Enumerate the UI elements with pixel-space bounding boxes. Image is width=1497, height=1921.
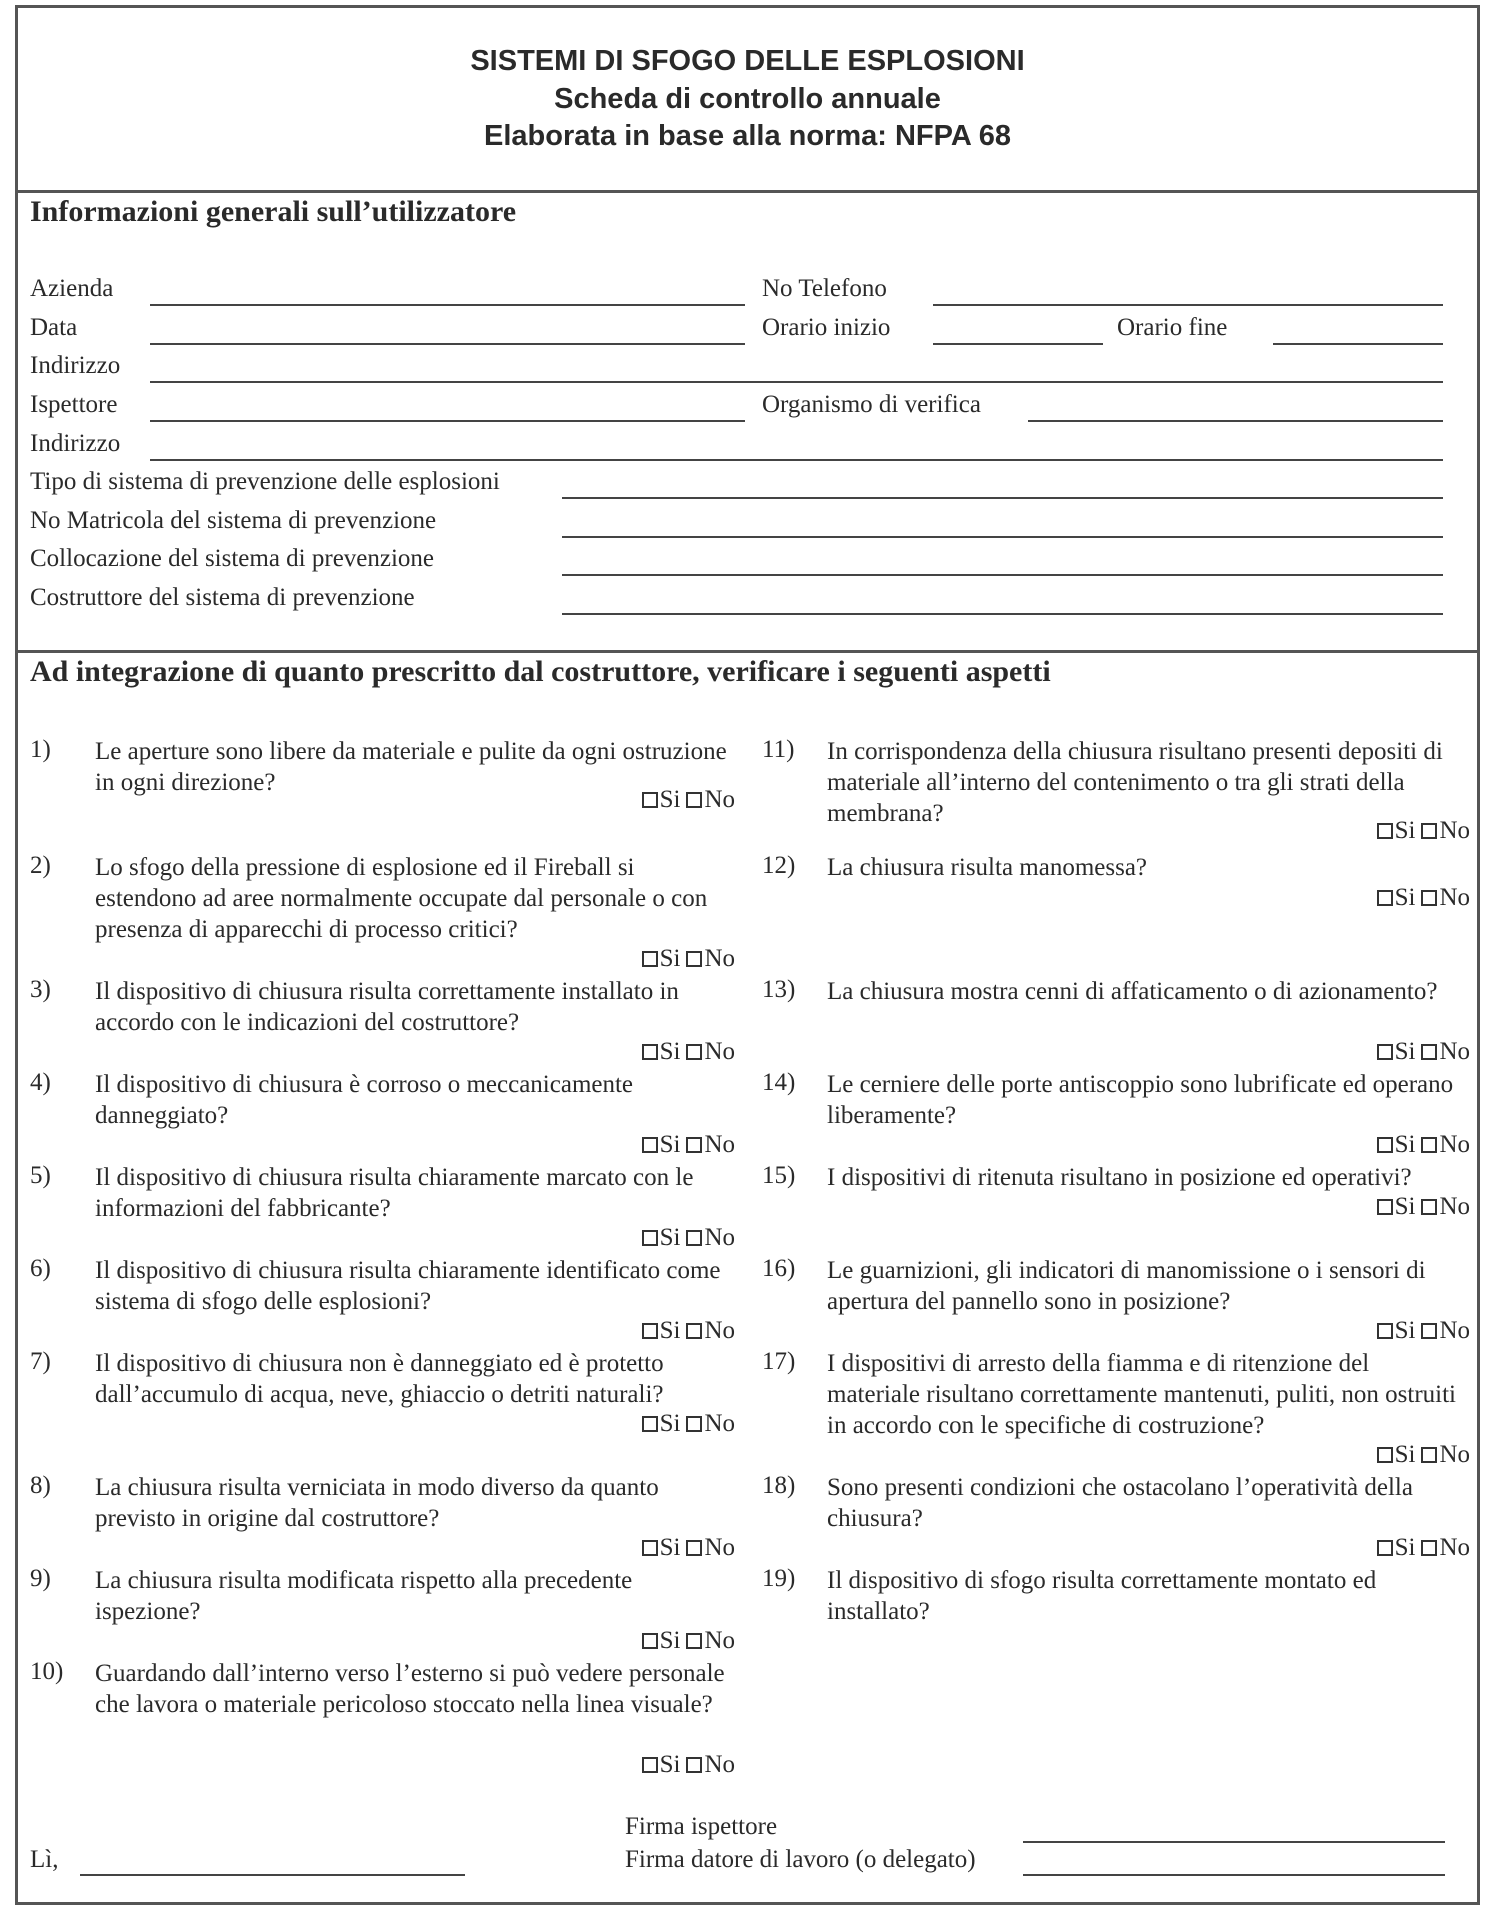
- yes-checkbox[interactable]: [1377, 1540, 1393, 1556]
- yes-label: Si: [659, 1627, 681, 1654]
- firma-datore-field[interactable]: [1023, 1874, 1445, 1876]
- no-checkbox[interactable]: [686, 1416, 702, 1432]
- no-checkbox[interactable]: [686, 1230, 702, 1246]
- yes-checkbox[interactable]: [642, 1137, 658, 1153]
- question-number: 16): [762, 1255, 796, 1282]
- no-label: No: [704, 1317, 735, 1344]
- no-checkbox[interactable]: [686, 951, 702, 967]
- answer-group: [1377, 1038, 1470, 1066]
- azienda-field[interactable]: [150, 304, 745, 306]
- yes-label: Si: [1394, 817, 1416, 844]
- yes-checkbox[interactable]: [642, 1540, 658, 1556]
- yes-label: Si: [1394, 1317, 1416, 1344]
- question-text: Le aperture sono libere da materiale e pulite da ogni ostruzione in ogni direzione?: [95, 738, 727, 796]
- no-checkbox[interactable]: [686, 1757, 702, 1773]
- answer-group: [1377, 884, 1470, 912]
- answer-group: [1377, 817, 1470, 845]
- no-checkbox[interactable]: [686, 1540, 702, 1556]
- indirizzo-ispettore-label: Indirizzo: [30, 430, 121, 457]
- answer-group: [1377, 1317, 1470, 1345]
- no-label: No: [1439, 817, 1470, 844]
- yes-checkbox[interactable]: [642, 1416, 658, 1432]
- collocazione-label: Collocazione del sistema di prevenzione: [30, 545, 435, 572]
- yes-checkbox[interactable]: [1377, 1199, 1393, 1215]
- question-text: La chiusura risulta verniciata in modo diverso da quanto previsto in origine dal costruttore?: [95, 1474, 659, 1532]
- orario-inizio-label: Orario inizio: [762, 314, 891, 341]
- yes-checkbox[interactable]: [642, 1757, 658, 1773]
- azienda-label: Azienda: [30, 275, 114, 302]
- answer-group: [642, 1627, 735, 1655]
- answer-group: [642, 1131, 735, 1159]
- question-text: Il dispositivo di sfogo risulta correttamente montato ed installato?: [827, 1567, 1377, 1625]
- no-label: No: [1439, 1038, 1470, 1065]
- question-text: Lo sfogo della pressione di esplosione ed il Fireball si estendono ad aree normalmente occupate dal personale o con presenza di apparecchi di processo critici?: [95, 854, 708, 943]
- form-header: [15, 5, 1480, 193]
- yes-label: Si: [1394, 1131, 1416, 1158]
- indirizzo-ispettore-field[interactable]: [150, 459, 1443, 461]
- answer-group: [642, 1410, 735, 1438]
- section-divider: [15, 650, 1480, 653]
- yes-checkbox[interactable]: [1377, 1044, 1393, 1060]
- question-number: 14): [762, 1069, 796, 1096]
- no-checkbox[interactable]: [686, 1633, 702, 1649]
- yes-checkbox[interactable]: [1377, 890, 1393, 906]
- ispettore-field[interactable]: [150, 420, 745, 422]
- tipo-field[interactable]: [562, 497, 1443, 499]
- yes-label: Si: [659, 1317, 681, 1344]
- answer-group: [1377, 1131, 1470, 1159]
- answer-group: [642, 945, 735, 973]
- yes-checkbox[interactable]: [642, 1323, 658, 1339]
- answer-group: [642, 1751, 735, 1779]
- yes-label: Si: [659, 786, 681, 813]
- indirizzo-field[interactable]: [150, 381, 1443, 383]
- no-checkbox[interactable]: [686, 1044, 702, 1060]
- question-text: La chiusura risulta modificata rispetto alla precedente ispezione?: [95, 1567, 633, 1625]
- form-title: SISTEMI DI SFOGO DELLE ESPLOSIONI: [470, 45, 1025, 77]
- yes-label: Si: [659, 1410, 681, 1437]
- no-label: No: [1439, 1441, 1470, 1468]
- question-number: 4): [30, 1069, 51, 1096]
- no-label: No: [704, 1751, 735, 1778]
- orario-fine-label: Orario fine: [1117, 314, 1228, 341]
- answer-group: [642, 786, 735, 814]
- yes-checkbox[interactable]: [1377, 823, 1393, 839]
- organismo-field[interactable]: [1028, 420, 1443, 422]
- answer-group: [642, 1317, 735, 1345]
- no-checkbox[interactable]: [1421, 823, 1437, 839]
- yes-label: Si: [659, 1131, 681, 1158]
- question-number: 11): [762, 736, 795, 763]
- no-checkbox[interactable]: [1421, 1447, 1437, 1463]
- yes-label: Si: [659, 945, 681, 972]
- question-text: Il dispositivo di chiusura risulta correttamente installato in accordo con le indicazioni del costruttore?: [95, 978, 679, 1036]
- answer-group: [642, 1534, 735, 1562]
- checks-section-title: Ad integrazione di quanto prescritto dal costruttore, verificare i seguenti aspetti: [30, 655, 1051, 688]
- no-checkbox[interactable]: [1421, 1137, 1437, 1153]
- no-label: No: [704, 1534, 735, 1561]
- question-number: 7): [30, 1348, 51, 1375]
- question-text: La chiusura mostra cenni di affaticamento o di azionamento?: [827, 978, 1438, 1005]
- no-checkbox[interactable]: [686, 1323, 702, 1339]
- no-checkbox[interactable]: [1421, 890, 1437, 906]
- no-checkbox[interactable]: [1421, 1199, 1437, 1215]
- yes-checkbox[interactable]: [642, 1044, 658, 1060]
- yes-checkbox[interactable]: [642, 1230, 658, 1246]
- yes-label: Si: [1394, 1534, 1416, 1561]
- yes-checkbox[interactable]: [1377, 1447, 1393, 1463]
- answer-group: [1377, 1193, 1470, 1221]
- question-number: 8): [30, 1472, 51, 1499]
- no-label: No: [1439, 1317, 1470, 1344]
- question-number: 15): [762, 1162, 796, 1189]
- question-text: Guardando dall’interno verso l’esterno si può vedere personale che lavora o materiale pericoloso stoccato nella linea visuale?: [95, 1660, 725, 1718]
- no-label: No: [1439, 884, 1470, 911]
- question-text: Sono presenti condizioni che ostacolano l’operatività della chiusura?: [827, 1474, 1413, 1532]
- question-number: 18): [762, 1472, 796, 1499]
- orario-fine-field[interactable]: [1273, 343, 1443, 345]
- question-text: Le cerniere delle porte antiscoppio sono lubrificate ed operano liberamente?: [827, 1071, 1454, 1129]
- general-section-title: Informazioni generali sull’utilizzatore: [30, 195, 517, 228]
- no-checkbox[interactable]: [686, 792, 702, 808]
- yes-checkbox[interactable]: [642, 1633, 658, 1649]
- question-number: 17): [762, 1348, 796, 1375]
- question-text: Il dispositivo di chiusura risulta chiaramente marcato con le informazioni del fabbricante?: [95, 1164, 694, 1222]
- yes-label: Si: [1394, 884, 1416, 911]
- yes-label: Si: [659, 1224, 681, 1251]
- no-label: No: [704, 786, 735, 813]
- organismo-label: Organismo di verifica: [762, 391, 981, 418]
- form-subtitle: Scheda di controllo annuale: [554, 83, 941, 115]
- collocazione-field[interactable]: [562, 574, 1443, 576]
- question-text: Il dispositivo di chiusura non è danneggiato ed è protetto dall’accumulo di acqua, neve, ghiaccio o detriti naturali?: [95, 1350, 664, 1408]
- yes-checkbox[interactable]: [642, 792, 658, 808]
- no-label: No: [704, 1410, 735, 1437]
- question-number: 12): [762, 852, 796, 879]
- tipo-label: Tipo di sistema di prevenzione delle esplosioni: [30, 468, 500, 495]
- data-field[interactable]: [150, 343, 745, 345]
- question-number: 6): [30, 1255, 51, 1282]
- no-checkbox[interactable]: [686, 1137, 702, 1153]
- costruttore-label: Costruttore del sistema di prevenzione: [30, 584, 415, 611]
- firma-datore-label: Firma datore di lavoro (o delegato): [625, 1846, 976, 1873]
- no-checkbox[interactable]: [1421, 1323, 1437, 1339]
- telefono-field[interactable]: [933, 304, 1443, 306]
- indirizzo-label: Indirizzo: [30, 352, 121, 379]
- firma-ispettore-label: Firma ispettore: [625, 1813, 778, 1840]
- question-number: 9): [30, 1565, 51, 1592]
- yes-label: Si: [1394, 1441, 1416, 1468]
- no-checkbox[interactable]: [1421, 1044, 1437, 1060]
- no-checkbox[interactable]: [1421, 1540, 1437, 1556]
- yes-label: Si: [659, 1038, 681, 1065]
- answer-group: [1377, 1534, 1470, 1562]
- question-text: I dispositivi di ritenuta risultano in posizione ed operativi?: [827, 1164, 1412, 1191]
- answer-group: [1377, 1441, 1470, 1469]
- no-label: No: [1439, 1193, 1470, 1220]
- question-text: I dispositivi di arresto della fiamma e di ritenzione del materiale risultano correttamente mantenuti, puliti, non ostruiti in accordo con le specifiche di costruzione?: [827, 1350, 1456, 1439]
- yes-checkbox[interactable]: [1377, 1137, 1393, 1153]
- telefono-label: No Telefono: [762, 275, 887, 302]
- question-number: 13): [762, 976, 796, 1003]
- no-label: No: [704, 1224, 735, 1251]
- data-label: Data: [30, 314, 78, 341]
- no-label: No: [1439, 1131, 1470, 1158]
- li-field[interactable]: [80, 1874, 465, 1876]
- question-number: 10): [30, 1658, 64, 1685]
- question-text: In corrispondenza della chiusura risultano presenti depositi di materiale all’interno del contenimento o tra gli strati della membrana?: [827, 738, 1443, 827]
- question-text: Il dispositivo di chiusura è corroso o meccanicamente danneggiato?: [95, 1071, 634, 1129]
- question-text: Il dispositivo di chiusura risulta chiaramente identificato come sistema di sfogo delle esplosioni?: [95, 1257, 721, 1315]
- no-label: No: [1439, 1534, 1470, 1561]
- no-label: No: [704, 1131, 735, 1158]
- form-norm: Elaborata in base alla norma: NFPA 68: [484, 120, 1011, 152]
- yes-label: Si: [1394, 1038, 1416, 1065]
- no-label: No: [704, 1627, 735, 1654]
- answer-group: [642, 1224, 735, 1252]
- question-number: 1): [30, 736, 51, 763]
- question-number: 5): [30, 1162, 51, 1189]
- yes-checkbox[interactable]: [1377, 1323, 1393, 1339]
- question-text: La chiusura risulta manomessa?: [827, 854, 1148, 881]
- yes-label: Si: [1394, 1193, 1416, 1220]
- question-text: Le guarnizioni, gli indicatori di manomissione o i sensori di apertura del pannello sono in posizione?: [827, 1257, 1426, 1315]
- question-number: 3): [30, 976, 51, 1003]
- no-label: No: [704, 1038, 735, 1065]
- matricola-field[interactable]: [562, 536, 1443, 538]
- li-label: Lì,: [30, 1846, 59, 1873]
- orario-inizio-field[interactable]: [933, 343, 1103, 345]
- ispettore-label: Ispettore: [30, 391, 118, 418]
- firma-ispettore-field[interactable]: [1023, 1841, 1445, 1843]
- no-label: No: [704, 945, 735, 972]
- matricola-label: No Matricola del sistema di prevenzione: [30, 507, 437, 534]
- answer-group: [642, 1038, 735, 1066]
- yes-label: Si: [659, 1534, 681, 1561]
- yes-checkbox[interactable]: [642, 951, 658, 967]
- question-number: 19): [762, 1565, 796, 1592]
- question-number: 2): [30, 852, 51, 879]
- yes-label: Si: [659, 1751, 681, 1778]
- costruttore-field[interactable]: [562, 613, 1443, 615]
